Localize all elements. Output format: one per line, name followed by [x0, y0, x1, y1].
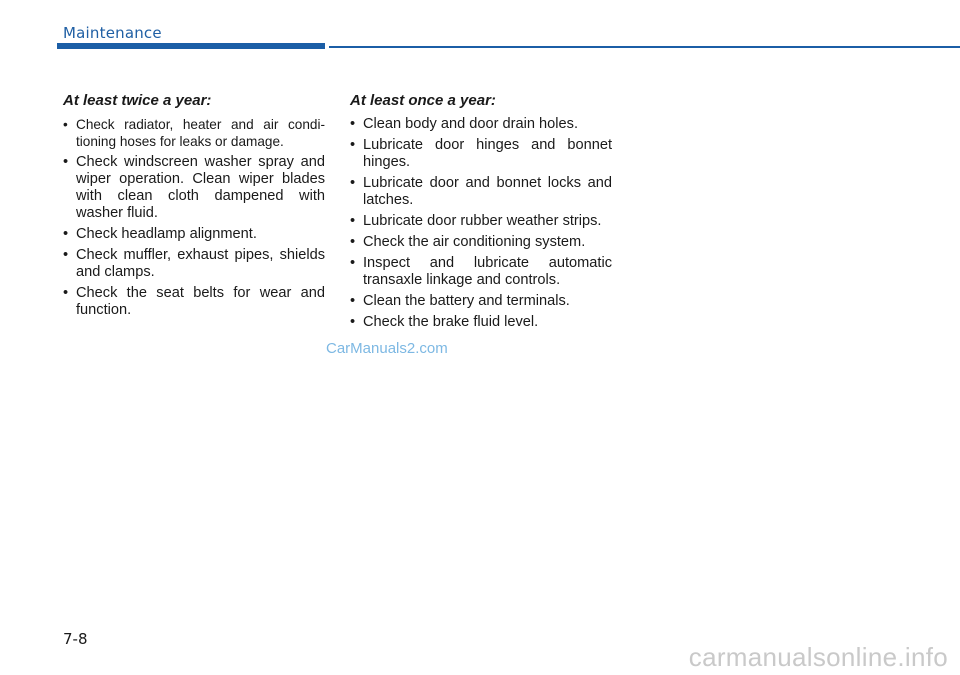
list-item: • Check the brake fluid level.	[350, 314, 539, 330]
once-a-year-heading: At least once a year:	[350, 92, 496, 109]
list-item: • Check headlamp alignment.	[63, 226, 257, 242]
list-item: • Inspect and lubricate automatic transaxle linkage and controls.	[350, 255, 612, 288]
list-item: • Lubricate door rubber weather strips.	[350, 213, 602, 229]
header-rule-thick	[57, 43, 325, 49]
bullet-icon: •	[63, 285, 69, 301]
bullet-icon: •	[350, 175, 356, 191]
once-a-year-list	[350, 116, 612, 331]
site-watermark: carmanualsonline.info	[688, 642, 948, 672]
list-item: • Check radiator, heater and air condi-tioning hoses for leaks or damage.	[63, 117, 325, 149]
list-item: • Clean the battery and terminals.	[350, 293, 570, 309]
bullet-icon: •	[350, 314, 356, 330]
list-item: • Check the air conditioning system.	[350, 234, 586, 250]
once-a-year-column	[350, 92, 612, 335]
bullet-icon: •	[350, 137, 356, 153]
list-item: • Lubricate door and bonnet locks and latches.	[350, 175, 612, 208]
watermark-link[interactable]: CarManuals2.com	[326, 340, 448, 357]
bullet-icon: •	[350, 234, 356, 250]
twice-a-year-heading: At least twice a year:	[63, 92, 212, 109]
bullet-icon: •	[63, 226, 69, 242]
page-number: 7-8	[63, 630, 88, 648]
list-item: • Clean body and door drain holes.	[350, 116, 579, 132]
bullet-icon: •	[63, 154, 69, 170]
bullet-icon: •	[63, 117, 68, 132]
bullet-icon: •	[350, 293, 356, 309]
bullet-icon: •	[350, 213, 356, 229]
list-item: • Check windscreen washer spray and wiper operation. Clean wiper blades with clean cloth dampened with washer fluid.	[63, 154, 325, 221]
twice-a-year-list	[63, 116, 325, 319]
twice-a-year-column	[63, 92, 325, 323]
bullet-icon: •	[350, 116, 356, 132]
list-item: • Check the seat belts for wear and function.	[63, 285, 325, 318]
list-item: • Check muffler, exhaust pipes, shields and clamps.	[63, 247, 325, 280]
list-item: • Lubricate door hinges and bonnet hinges.	[350, 137, 612, 170]
bullet-icon: •	[63, 247, 69, 263]
section-title: Maintenance	[63, 24, 162, 42]
header-rule-thin	[329, 46, 960, 48]
bullet-icon: •	[350, 255, 356, 271]
